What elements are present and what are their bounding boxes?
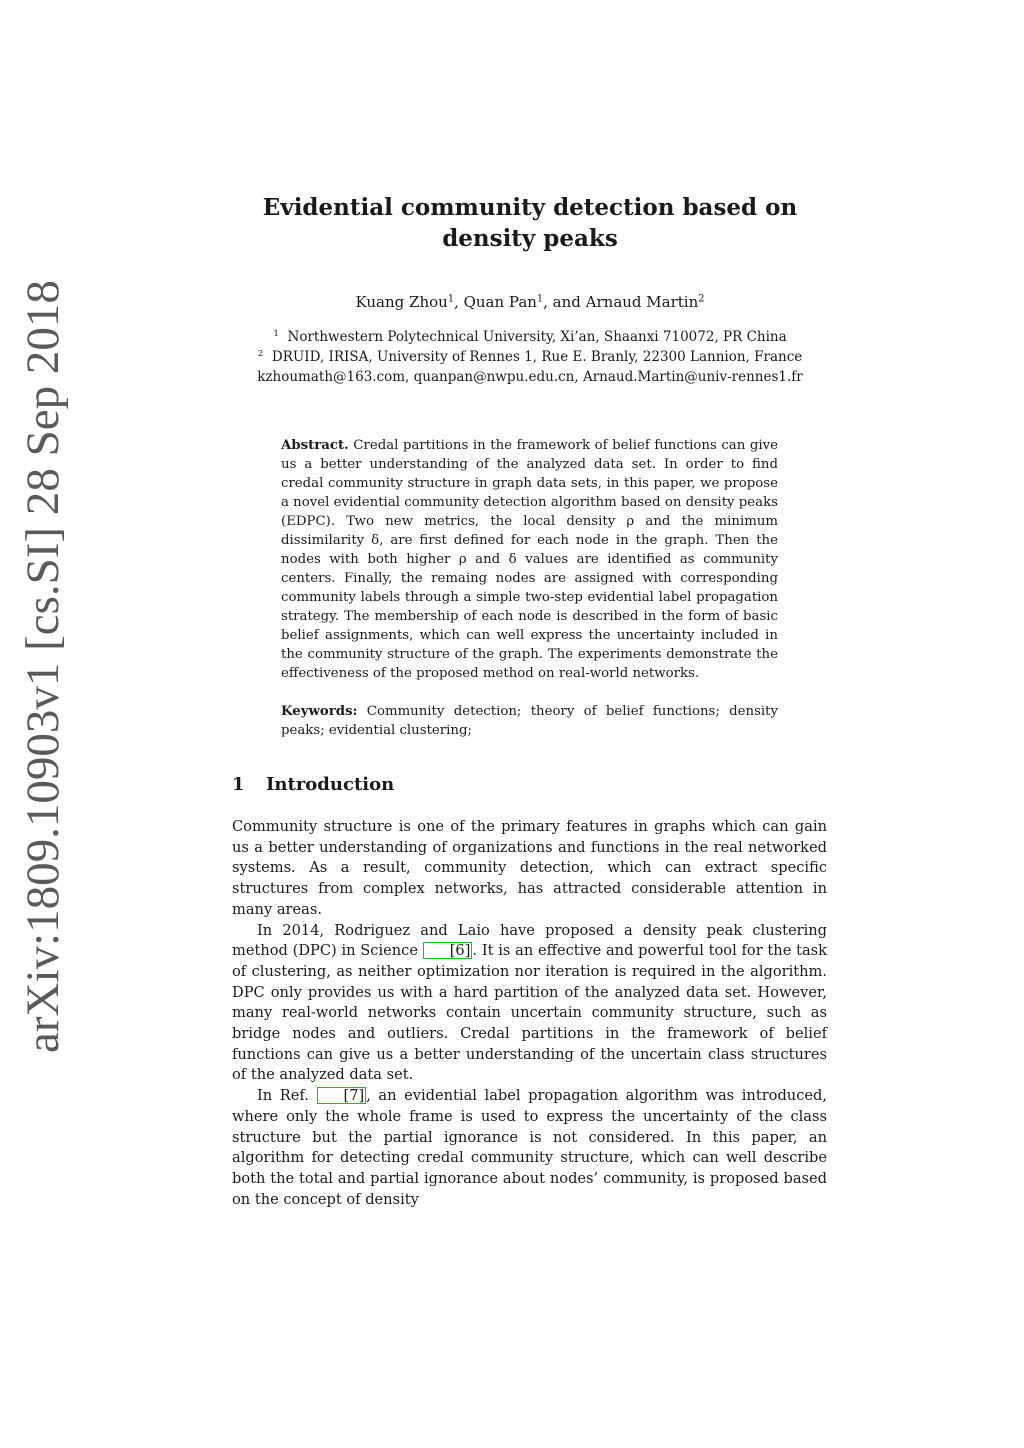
body-paragraph-1: Community structure is one of the primary features in graphs which can gain us a better understanding of organizations and functions in the real networked systems. As a result, community detection, which can extract specific structures from complex networks, has attracted considerable attention in many areas. xyxy=(232,818,827,918)
paragraph-text: . It is an effective and powerful tool for the task of clustering, as neither optimization nor iteration is required in the algorithm. DPC only provides us with a hard partition of the analyzed data set. However, many real-world networks contain uncertain community structure, such as bridge nodes and outliers. Credal partitions in the framework of belief functions can give us a better understanding of the uncertain class structures of the analyzed data set. xyxy=(232,942,827,1084)
citation-link-6[interactable]: [6] xyxy=(423,942,473,959)
affiliation-mark: 2 xyxy=(698,293,705,305)
author-name: Kuang Zhou xyxy=(355,293,448,311)
author-name: , and Arnaud Martin xyxy=(543,293,699,311)
title-line-1: Evidential community detection based on xyxy=(262,194,798,221)
keywords-paragraph xyxy=(281,702,778,740)
abstract-label: Abstract. xyxy=(281,438,349,453)
keywords-label: Keywords: xyxy=(281,704,358,719)
author-list xyxy=(232,290,828,314)
citation-link-7[interactable]: [7] xyxy=(317,1087,367,1104)
affiliation-2-text: DRUID, IRISA, University of Rennes 1, Rue E. Branly, 22300 Lannion, France xyxy=(271,349,803,365)
paper-title xyxy=(232,192,828,254)
affiliation-mark: 1 xyxy=(447,293,455,305)
affiliation-1-text: Northwestern Polytechnical University, Xi’an, Shaanxi 710072, PR China xyxy=(287,329,787,345)
affiliation-2 xyxy=(232,347,828,367)
paragraph-text: In 2014, Rodriguez and Laio have proposed a density peak clustering method (DPC) in Science xyxy=(232,921,827,960)
affiliation-mark: 1 xyxy=(536,293,544,305)
keywords-text: Community detection; theory of belief functions; density peaks; evidential clustering; xyxy=(281,704,778,738)
section-title: Introduction xyxy=(266,774,395,795)
body-paragraph-3 xyxy=(232,1086,827,1210)
paragraph-text: In Ref. xyxy=(257,1087,317,1105)
section-heading-introduction xyxy=(232,772,394,798)
abstract-text: Credal partitions in the framework of belief functions can give us a better understanding of the analyzed data set. In order to find credal community structure in graph data sets, in this paper, we propose a novel evidential community detection algorithm based on density peaks (EDPC). Two new metrics, the local density ρ and the minimum dissimilarity δ, are first defined for each node in the graph. Then the nodes with both higher ρ and δ values are identified as community centers. Finally, the remaing nodes are assigned with corresponding community labels through a simple two-step evidential label propagation strategy. The membership of each node is described in the form of basic belief assignments, which can well express the uncertainty included in the community structure of the graph. The experiments demonstrate the effectiveness of the proposed method on real-world networks. xyxy=(281,438,778,681)
author-emails: kzhoumath@163.com, quanpan@nwpu.edu.cn, Arnaud.Martin@univ-rennes1.fr xyxy=(257,369,803,385)
body-paragraph-2 xyxy=(232,921,827,1087)
title-line-2: density peaks xyxy=(442,225,618,252)
abstract-paragraph xyxy=(281,436,778,683)
author-name: , Quan Pan xyxy=(454,293,537,311)
affiliations xyxy=(232,327,828,387)
abstract-block xyxy=(281,436,778,740)
section-number: 1 xyxy=(232,774,245,795)
affiliation-1 xyxy=(232,327,828,347)
affiliation-mark: 2 xyxy=(257,349,264,360)
affiliation-mark: 1 xyxy=(273,329,279,340)
arxiv-identifier-stamp: arXiv:1809.10903v1 [cs.SI] 28 Sep 2018 xyxy=(17,280,69,1053)
paragraph-text: , an evidential label propagation algorithm was introduced, where only the whole frame is used to express the uncertainty of the class structure but the partial ignorance is not considered. In this paper, an algorithm for detecting credal community structure, which can well describe both the total and partial ignorance about nodes’ community, is proposed based on the concept of density xyxy=(232,1087,827,1208)
introduction-body xyxy=(232,817,827,1210)
